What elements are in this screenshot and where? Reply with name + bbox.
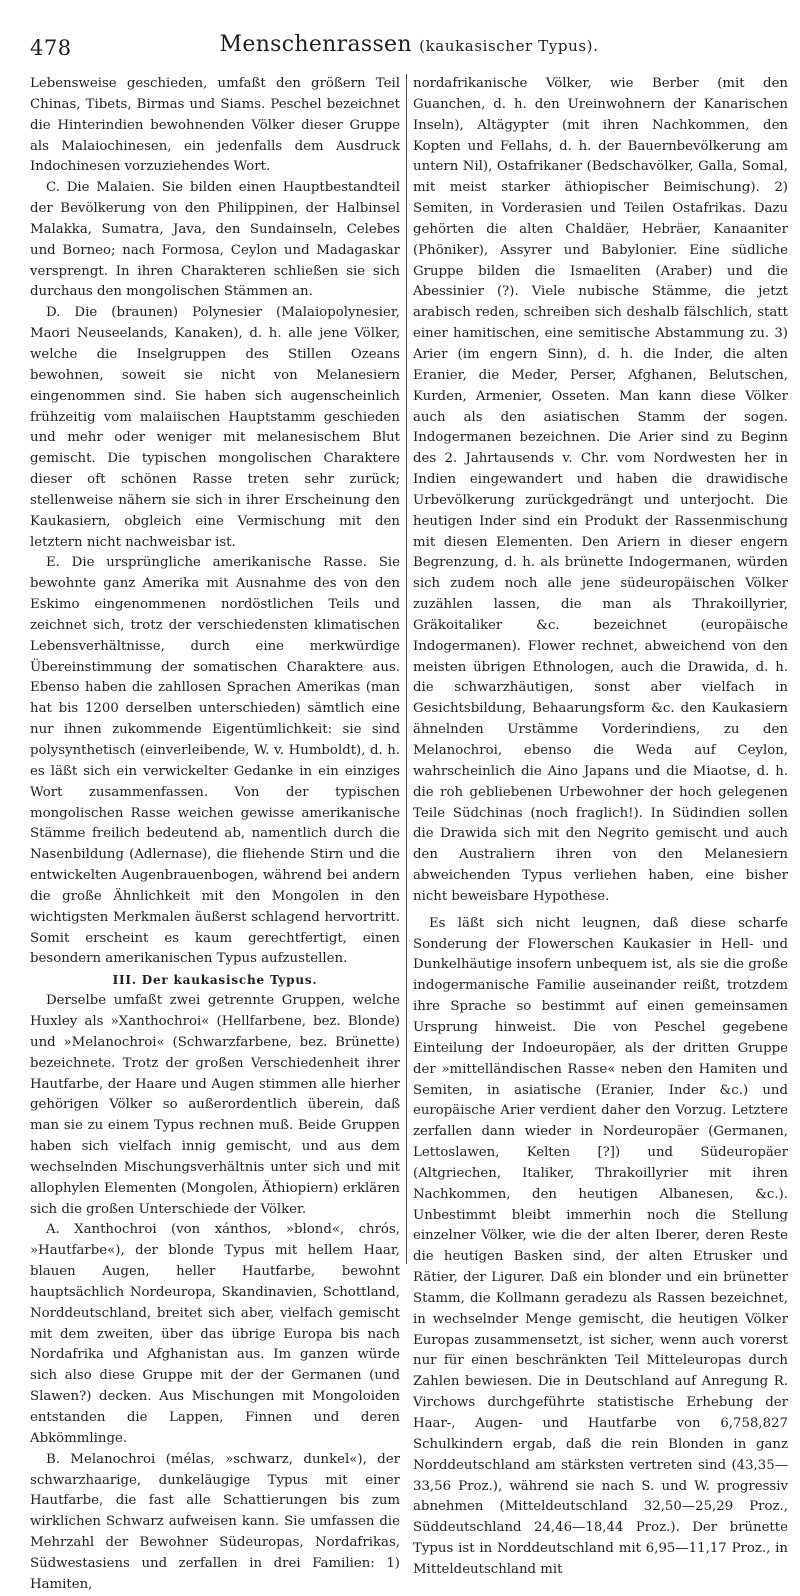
paragraph: Lebensweise geschieden, umfaßt den größern Teil Chinas, Tibets, Birmas und Siams. Peschel bezeichnet die Hinterindien bewohnenden Völker dieser Gruppe als Malaiochinesen, ein jedenfalls dem Ausdruck Indochinesen vorzuziehendes Wort. (30, 76, 400, 175)
paragraph: D. Die (braunen) Polynesier (Malaiopolynesier, Maori Neuseelands, Kanaken), d. h. alle jene Völker, welche die Inselgruppen des Stillen Ozeans bewohnen, soweit sie nicht von Melanesiern eingenommen sind. Sie haben sich augenscheinlich frühzeitig vom malaiischen Hauptstamm geschieden und mehr oder weniger mit melanesischem Blut gemischt. Die typischen mongolischen Charaktere dieser oft schönen Rasse treten sehr zurück; stellenweise nähern sie sich in ihrer Erscheinung den Kaukasiern, obgleich eine Vermischung mit den letztern nicht nachweisbar ist. (30, 305, 400, 550)
right-column (413, 74, 788, 1577)
paragraph: B. Melanochroi (mélas, »schwarz, dunkel«), der schwarzhaarige, dunkeläugige Typus mit einer Hautfarbe, die fast alle Schattierungen bis zum wirklichen Schwarz aufweisen kann. Sie umfassen die Mehrzahl der Bewohner Südeuropas, Nordafrikas, Südwestasiens und zerfallen in drei Familien: 1) Hamiten, (30, 1451, 400, 1592)
paragraph: E. Die ursprüngliche amerikanische Rasse. Sie bewohnte ganz Amerika mit Ausnahme des von den Eskimo eingenommenen nordöstlichen Teils und zeichnet sich, trotz der verschiedensten klimatischen Lebensverhältnisse, durch eine merkwürdige Übereinstimmung der somatischen Charaktere aus. Ebenso haben die zahllosen Sprachen Amerikas (man hat bis 1200 derselben unterschieden) sämtlich eine nur ihnen zukommende Eigentümlichkeit: sie sind polysynthetisch (einverleibende, W. v. Humboldt), d. h. es läßt sich ein verwickelter Gedanke in ein einziges Wort zusammenfassen. Von der typischen mongolischen Rasse weichen gewisse amerikanische Stämme freilich bedeutend ab, namentlich durch die Nasenbildung (Adlernase), die fliehende Stirn und die entwickelten Augenbrauenbogen, während bei andern die große Ähnlichkeit mit den Mongolen in den wichtigsten Merkmalen äußerst schlagend hervortritt. Somit erscheint es kaum gerechtfertigt, einen besondern amerikanischen Typus aufzustellen. (30, 555, 400, 967)
column-divider (406, 74, 407, 1264)
paragraph: A. Xanthochroi (von xánthos, »blond«, chrós, »Hautfarbe«), der blonde Typus mit hellem Haar, blauen Augen, heller Hautfarbe, bewohnt hauptsächlich Nordeuropa, Skandinavien, Schottland, Norddeutschland, breitet sich aber, vielfach gemischt mit dem zweiten, über das übrige Europa bis nach Nordafrika und Afghanistan aus. Im ganzen würde sich also diese Gruppe mit der der Germanen (und Slawen?) decken. Aus Mischungen mit Mongoloiden entstanden die Lappen, Finnen und deren Abkömmlinge. (30, 1222, 400, 1446)
paragraph: Es läßt sich nicht leugnen, daß diese scharfe Sonderung der Flowerschen Kaukasier in Hell- und Dunkelhäutige insofern unbequem ist, als sie die große indogermanische Familie auseinander reißt, trotzdem ihre Sprache so bestimmt auf einen gemeinsamen Ursprung hinweist. Die von Peschel gegebene Einteilung der Indoeuropäer, als der dritten Gruppe der »mittelländischen Rasse« neben den Hamiten und Semiten, in asiatische (Eranier, Inder &c.) und europäische Arier verdient daher den Vorzug. Letztere zerfallen dann wieder in Nordeuropäer (Germanen, Lettoslawen, Kelten [?]) und Südeuropäer (Altgriechen, Italiker, Thrakoillyrier mit ihren Nachkommen, den heutigen Albanesen, &c.). Unbestimmt bleibt immerhin noch die Stellung einzelner Völker, wie die der alten Iberer, deren Reste die heutigen Basken sind, der alten Etrusker und Rätier, der Ligurer. Daß ein blonder und ein brünetter Stamm, die Kollmann geradezu als Rassen bezeichnet, in wechselnder Menge gemischt, die heutigen Völker Europas zusammensetzt, ist sicher, wenn auch vorerst nur für einen beschränkten Teil Mitteleuropas durch Zahlen bewiesen. Die in Deutschland auf Anregung R. Virchows durchgeführte statistische Erhebung der Haar-, Augen- und Hautfarbe von 6,758,827 Schulkindern ergab, daß die rein Blonden in ganz Norddeutschland am stärksten vertreten sind (43,35—33,56 Proz.), während sie nach S. und W. progressiv abnehmen (Mitteldeutschland 32,50—25,29 Proz., Süddeutschland 24,46—18,44 Proz.). Der brünette Typus ist in Norddeutschland mit 6,95—11,17 Proz., in Mitteldeutschland mit (413, 915, 788, 1577)
page-header (30, 28, 788, 66)
running-head (30, 32, 788, 57)
section-heading: III. Der kaukasische Typus. (112, 973, 318, 988)
running-title: Menschenrassen (219, 32, 412, 57)
left-column (30, 74, 400, 1592)
page-number: 478 (30, 36, 72, 60)
paragraph: Derselbe umfaßt zwei getrennte Gruppen, welche Huxley als »Xanthochroi« (Hellfarbene, bez. Blonde) und »Melanochroi« (Schwarzfarbene, bez. Brünette) bezeichnete. Trotz der großen Verschiedenheit ihrer Hautfarbe, der Haare und Augen stimmen alle hierher gehörigen Völker so außerordentlich überein, daß man sie zu einem Typus rechnen muß. Beide Gruppen haben sich vielfach innig gemischt, und aus dem wechselnden Mischungsverhältnis unter sich und mit allophylen Elementen (Mongolen, Äthiopiern) erklären sich die großen Unterschiede der Völker. (30, 993, 400, 1217)
running-subtitle: (kaukasischer Typus). (419, 37, 599, 55)
paragraph: nordafrikanische Völker, wie Berber (mit den Guanchen, d. h. den Ureinwohnern der Kanarischen Inseln), Altägypter (mit ihren Nachkommen, den Kopten und Fellahs, d. h. der Bauernbevölkerung am untern Nil), Ostafrikaner (Bedschavölker, Galla, Somal, mit meist starker äthiopischer Beimischung). 2) Semiten, in Vorderasien und Teilen Ostafrikas. Dazu gehörten die alten Chaldäer, Hebräer, Kanaaniter (Phöniker), Assyrer und Babylonier. Eine südliche Gruppe bilden die Ismaeliten (Araber) und die Abessinier (?). Viele nubische Stämme, die jetzt arabisch reden, schreiben sich deshalb fälschlich, statt einer hamitischen, eine semitische Abstammung zu. 3) Arier (im engern Sinn), d. h. die Inder, die alten Eranier, die Meder, Perser, Afghanen, Belutschen, Kurden, Armenier, Osseten. Man kann diese Völker auch als den asiatischen Stamm der sogen. Indogermanen bezeichnen. Die Arier sind zu Beginn des 2. Jahrtausends v. Chr. vom Nordwesten her in Indien eingewandert und haben die drawidische Urbevölkerung zurückgedrängt und unterjocht. Die heutigen Inder sind ein Produkt der Rassenmischung mit diesen Elementen. Den Ariern in dieser engern Begrenzung, d. h. als brünette Indogermanen, würden sich zudem noch alle jene südeuropäischen Völker zuzählen lassen, die man als Thrakoillyrier, Gräkoitaliker &c. bezeichnet (europäische Indogermanen). Flower rechnet, abweichend von den meisten übrigen Ethnologen, auch die Drawida, d. h. die schwarzhäutigen, sonst aber vielfach in Gesichtsbildung, Behaarungsform &c. den Kaukasiern ähnelnden Urstämme Vorderindiens, zu den Melanochroi, ebenso die Weda auf Ceylon, wahrscheinlich die Aino Japans und die Miaotse, d. h. die roh gebliebenen Urbewohner der hoch gelegenen Teile Südchinas (noch fraglich!). In Südindien sollen die Drawida sich mit den Negrito gemischt und auch den Australiern ihren von den Melanesiern abweichenden Typus verliehen haben, eine bisher nicht beweisbare Hypothese. (413, 76, 788, 904)
paragraph: C. Die Malaien. Sie bilden einen Hauptbestandteil der Bevölkerung von den Philippinen, der Halbinsel Malakka, Sumatra, Java, den Sundainseln, Celebes und Borneo; nach Formosa, Ceylon und Madagaskar versprengt. In ihren Charakteren schließen sie sich durchaus den mongolischen Stämmen an. (30, 180, 400, 300)
